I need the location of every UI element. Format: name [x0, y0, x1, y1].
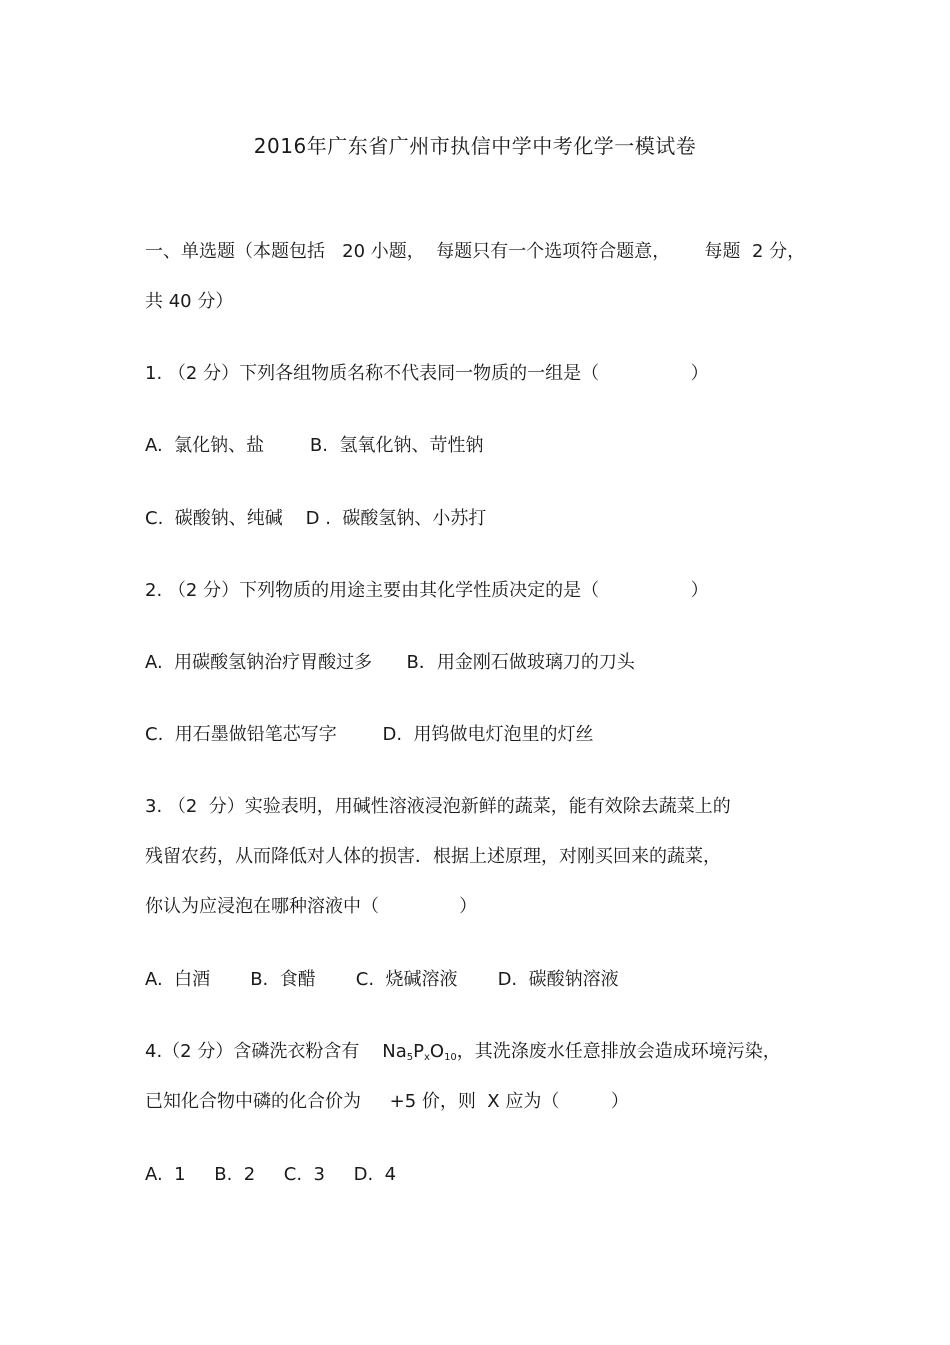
question-2-stem: 2. （2 分）下列物质的用途主要由其化学性质决定的是（ ） [145, 580, 709, 601]
section-heading: 一、单选题（本题包括 20 小题， 每题只有一个选项符合题意， 每题 2 分， [145, 241, 806, 262]
question-4-options: A. 1 B. 2 C. 3 D. 4 [145, 1164, 397, 1185]
phosphorus-symbol: P [413, 1041, 424, 1062]
page-title: 2016年广东省广州市执信中学中考化学一模试卷 [253, 134, 697, 158]
question-1-stem: 1. （2 分）下列各组物质名称不代表同一物质的一组是（ ） [145, 363, 709, 384]
question-4-stem-line-2: 已知化合物中磷的化合价为 +5 价，则 X 应为（ ） [145, 1091, 629, 1112]
question-1-options-ab: A. 氯化钠、盐 B. 氢氧化钠、苛性钠 [145, 435, 484, 456]
question-4-stem-text-end: ，其洗涤废水任意排放会造成环境污染， [456, 1041, 781, 1062]
question-3-stem-line-1: 3. （2 分）实验表明，用碱性溶液浸泡新鲜的蔬菜，能有效除去蔬菜上的 [145, 796, 731, 817]
question-3-options: A. 白酒 B. 食醋 C. 烧碱溶液 D. 碳酸钠溶液 [145, 969, 619, 990]
question-4-stem-line-1 [145, 1040, 781, 1070]
oxygen-subscript: 10 [444, 1052, 457, 1063]
question-3-stem-line-3: 你认为应浸泡在哪种溶液中（ ） [145, 896, 478, 917]
sodium-subscript: 5 [406, 1052, 414, 1063]
oxygen-symbol: O [429, 1041, 445, 1062]
question-4-stem-text: 4.（2 分）含磷洗衣粉含有 Na [145, 1041, 407, 1062]
section-heading-continued: 共 40 分） [145, 291, 234, 312]
question-3-stem-line-2: 残留农药，从而降低对人体的损害．根据上述原理，对刚买回来的蔬菜， [145, 846, 721, 867]
question-1-options-cd: C. 碳酸钠、纯碱 D . 碳酸氢钠、小苏打 [145, 508, 487, 529]
question-2-options-cd: C. 用石墨做铅笔芯写字 D. 用钨做电灯泡里的灯丝 [145, 724, 594, 745]
question-2-options-ab: A. 用碳酸氢钠治疗胃酸过多 B．用金刚石做玻璃刀的刀头 [145, 652, 635, 673]
phosphorus-subscript: x [423, 1052, 430, 1063]
